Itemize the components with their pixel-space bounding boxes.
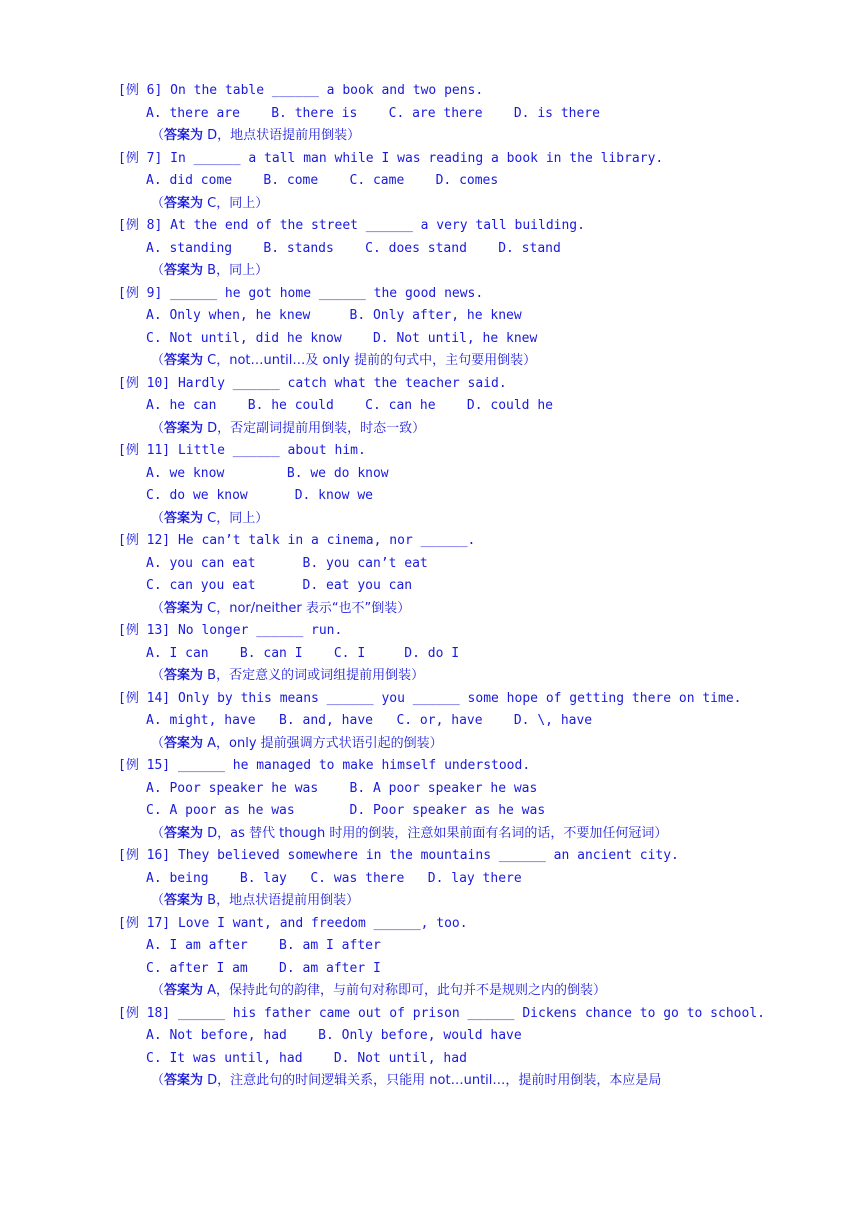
question-text: ______ he managed to make himself understood.	[170, 758, 531, 773]
question-label: [例 11]	[118, 443, 171, 458]
answer-explanation: C，同上）	[203, 510, 269, 526]
answer-open-paren: （	[151, 263, 165, 278]
answer-open-paren: （	[151, 510, 165, 526]
answer-open-paren: （	[151, 128, 165, 143]
question-text: ______ he got home ______ the good news.	[162, 285, 484, 301]
answer-line	[151, 510, 268, 528]
answer-heading: 答案为	[164, 263, 204, 278]
answer-explanation: D，地点状语提前用倒装）	[203, 128, 361, 143]
options-line: A. I can B. can I C. I D. do I	[146, 645, 460, 661]
answer-line	[151, 127, 360, 145]
question-label: [例 13]	[118, 623, 171, 638]
question-line	[118, 285, 483, 303]
question-text: On the table ______ a book and two pens.	[162, 83, 484, 98]
answer-heading: 答案为	[164, 195, 204, 211]
question-label: [例 18]	[118, 1005, 171, 1021]
question-text: He can’t talk in a cinema, nor ______.	[170, 533, 476, 548]
answer-heading: 答案为	[164, 668, 204, 683]
question-label: [例 6]	[118, 83, 163, 98]
options-line: A. standing B. stands C. does stand D. stand	[146, 240, 561, 256]
question-label: [例 10]	[118, 375, 171, 391]
options-line: A. I am after B. am I after	[146, 938, 381, 953]
answer-explanation: A，only 提前强调方式状语引起的倒装）	[203, 735, 443, 751]
question-label: [例 7]	[118, 150, 163, 166]
answer-explanation: D，as 替代 though 时用的倒装，注意如果前面有名词的话，不要加任何冠词）	[203, 825, 668, 841]
question-line	[118, 847, 679, 865]
question-text: Little ______ about him.	[170, 443, 366, 458]
question-label: [例 15]	[118, 758, 171, 773]
answer-heading: 答案为	[164, 825, 204, 841]
question-text: Only by this means ______ you ______ some hope of getting there on time.	[170, 690, 742, 706]
answer-open-paren: （	[151, 893, 165, 908]
answer-line	[151, 982, 606, 1000]
question-line	[118, 690, 742, 708]
answer-line	[151, 1072, 661, 1090]
question-line	[118, 532, 475, 550]
answer-line	[151, 600, 410, 618]
answer-open-paren: （	[151, 983, 165, 998]
answer-line	[151, 195, 268, 213]
answer-open-paren: （	[151, 668, 165, 683]
answer-heading: 答案为	[164, 510, 204, 526]
question-label: [例 12]	[118, 533, 171, 548]
answer-open-paren: （	[151, 353, 165, 368]
question-label: [例 9]	[118, 285, 163, 301]
answer-line	[151, 735, 443, 753]
answer-heading: 答案为	[164, 600, 204, 616]
answer-open-paren: （	[151, 600, 165, 616]
answer-open-paren: （	[151, 1073, 165, 1088]
options-line: A. you can eat B. you can’t eat	[146, 555, 428, 571]
answer-line	[151, 262, 268, 280]
question-label: [例 17]	[118, 915, 171, 931]
question-line	[118, 1005, 765, 1023]
answer-heading: 答案为	[164, 983, 204, 998]
options-line: C. Not until, did he know D. Not until, he knew	[146, 330, 538, 346]
options-line: A. Only when, he knew B. Only after, he knew	[146, 308, 522, 323]
answer-explanation: D，注意此句的时间逻辑关系，只能用 not…until…，提前时用倒装，本应是局	[203, 1073, 662, 1088]
options-line: A. Not before, had B. Only before, would have	[146, 1028, 522, 1043]
answer-line	[151, 667, 424, 685]
question-text: ______ his father came out of prison ______ Dickens chance to go to school.	[170, 1005, 765, 1021]
options-line: C. do we know D. know we	[146, 488, 373, 503]
options-line: A. he can B. he could C. can he D. could he	[146, 398, 553, 413]
answer-explanation: C，not…until…及 only 提前的句式中，主句要用倒装）	[203, 353, 537, 368]
answer-line	[151, 352, 536, 370]
answer-heading: 答案为	[164, 420, 204, 436]
options-line: A. did come B. come C. came D. comes	[146, 173, 499, 188]
answer-explanation: C，同上）	[203, 195, 269, 211]
options-line: A. being B. lay C. was there D. lay there	[146, 870, 522, 886]
answer-heading: 答案为	[164, 128, 204, 143]
question-text: No longer ______ run.	[170, 623, 343, 638]
options-line: C. A poor as he was D. Poor speaker as he was	[146, 803, 546, 818]
options-line: A. might, have B. and, have C. or, have D. \, have	[146, 713, 593, 728]
question-line	[118, 82, 483, 100]
options-line: C. after I am D. am after I	[146, 960, 381, 976]
answer-line	[151, 892, 359, 910]
answer-open-paren: （	[151, 825, 165, 841]
question-label: [例 16]	[118, 848, 171, 863]
question-line	[118, 757, 530, 775]
question-line	[118, 150, 663, 168]
options-line: A. there are B. there is C. are there D. is there	[146, 105, 600, 121]
answer-line	[151, 420, 425, 438]
answer-explanation: C，nor/neither 表示“也不”倒装）	[203, 600, 411, 616]
options-line: C. can you eat D. eat you can	[146, 578, 413, 593]
question-line	[118, 622, 342, 640]
answer-explanation: B，否定意义的词或词组提前用倒装）	[203, 668, 425, 683]
answer-line	[151, 825, 667, 843]
question-text: At the end of the street ______ a very tall building.	[162, 218, 585, 233]
question-line	[118, 915, 468, 933]
answer-heading: 答案为	[164, 353, 204, 368]
question-text: Love I want, and freedom ______, too.	[170, 915, 468, 931]
answer-explanation: D，否定副词提前用倒装，时态一致）	[203, 420, 426, 436]
question-label: [例 8]	[118, 218, 163, 233]
answer-heading: 答案为	[164, 735, 204, 751]
question-line	[118, 217, 585, 235]
options-line: A. Poor speaker he was B. A poor speaker he was	[146, 780, 538, 796]
question-label: [例 14]	[118, 690, 171, 706]
question-text: Hardly ______ catch what the teacher said.	[170, 375, 507, 391]
answer-open-paren: （	[151, 195, 165, 211]
options-line: C. It was until, had D. Not until, had	[146, 1050, 467, 1066]
answer-heading: 答案为	[164, 1073, 204, 1088]
answer-explanation: B，地点状语提前用倒装）	[203, 893, 360, 908]
answer-heading: 答案为	[164, 893, 204, 908]
question-line	[118, 442, 366, 460]
question-text: They believed somewhere in the mountains ______ an ancient city.	[170, 848, 679, 863]
question-text: In ______ a tall man while I was reading a book in the library.	[162, 150, 664, 166]
answer-explanation: B，同上）	[203, 263, 269, 278]
answer-open-paren: （	[151, 420, 165, 436]
options-line: A. we know B. we do know	[146, 465, 389, 481]
answer-open-paren: （	[151, 735, 165, 751]
answer-explanation: A，保持此句的韵律，与前句对称即可，此句并不是规则之内的倒装）	[203, 983, 607, 998]
question-line	[118, 375, 507, 393]
